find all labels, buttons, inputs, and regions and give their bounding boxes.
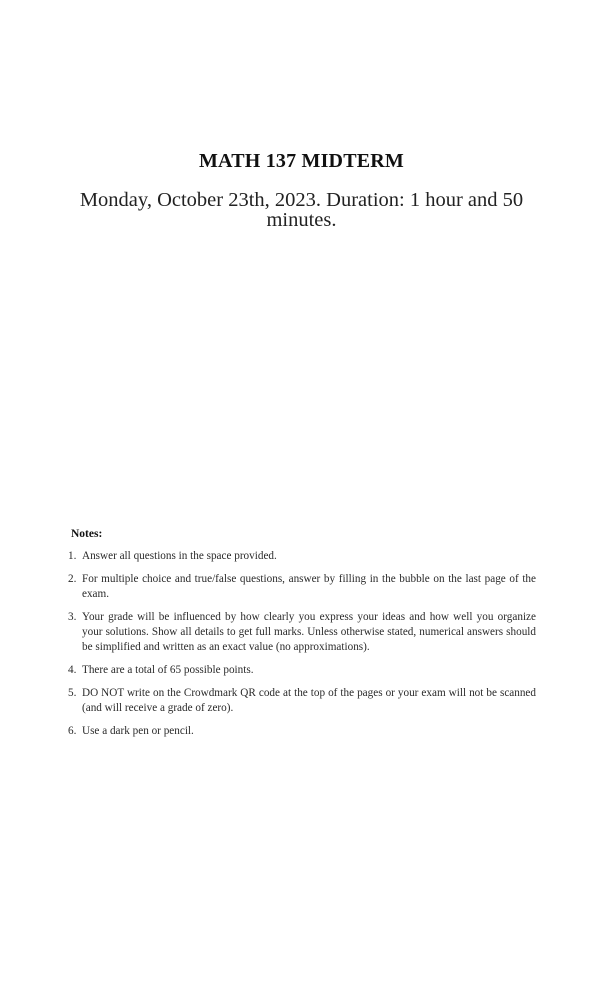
note-text: Use a dark pen or pencil.: [82, 725, 194, 737]
note-text: Your grade will be influenced by how clearly you express your ideas and how well you organize your solutions. Show all details to get full marks. Unless otherwise stated, numerical answers should be simplified and written as an exact value (no approximations).: [82, 611, 536, 653]
exam-title: MATH 137 MIDTERM: [198, 150, 405, 172]
note-number: 5.: [68, 687, 77, 699]
note-number: 3.: [68, 611, 77, 623]
notes-list: [68, 549, 536, 739]
note-number: 4.: [68, 664, 77, 676]
note-number: 1.: [68, 550, 77, 562]
note-text: For multiple choice and true/false questions, answer by filling in the bubble on the last page of the exam.: [82, 573, 536, 600]
notes-section: [68, 526, 536, 747]
note-item: [68, 686, 536, 716]
note-text: Answer all questions in the space provided.: [82, 550, 277, 562]
note-item: [68, 663, 536, 678]
note-number: 2.: [68, 573, 77, 585]
note-item: [68, 610, 536, 655]
note-item: [68, 724, 536, 739]
note-item: [68, 549, 536, 564]
exam-date-duration: Monday, October 23th, 2023. Duration: 1 hour and 50 minutes.: [79, 189, 524, 231]
note-item: [68, 572, 536, 602]
notes-heading: Notes:: [71, 528, 103, 540]
note-number: 6.: [68, 725, 77, 737]
note-text: There are a total of 65 possible points.: [82, 664, 254, 676]
note-text: DO NOT write on the Crowdmark QR code at the top of the pages or your exam will not be scanned (and will receive a grade of zero).: [82, 687, 536, 714]
